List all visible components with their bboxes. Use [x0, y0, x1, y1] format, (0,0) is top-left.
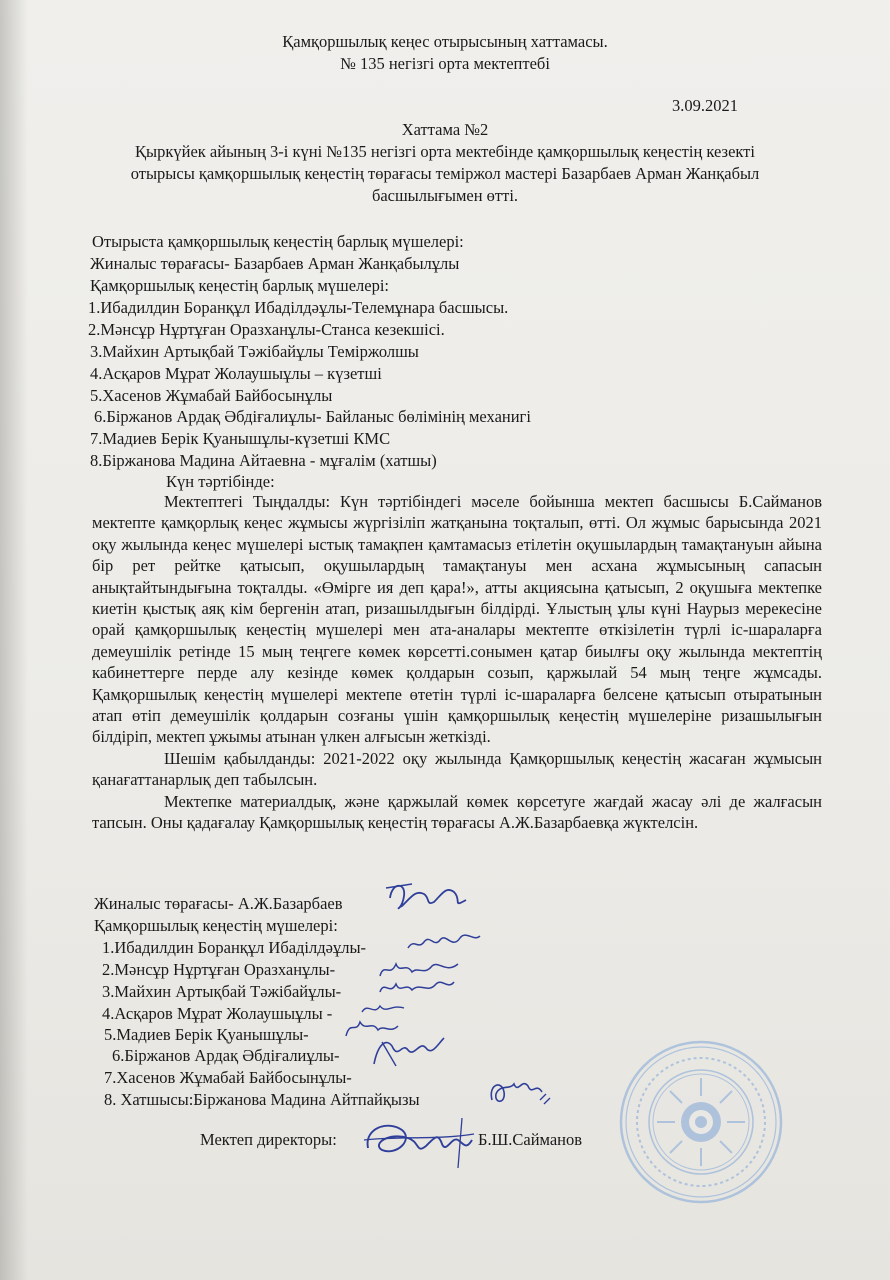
- member-line: 7.Мадиев Берік Қуанышұлы-күзетші КМС: [90, 429, 391, 448]
- member-line: 1.Ибадилдин Боранқұл Ибаділдәұлы-Телемұнара басшысы.: [88, 298, 509, 317]
- protocol-number: Хаттама №2: [401, 120, 489, 139]
- director-name: Б.Ш.Сайманов: [478, 1130, 583, 1149]
- meeting-body: [92, 491, 822, 834]
- signature-member-line: 3.Майхин Артықбай Тәжібайұлы-: [102, 982, 342, 1001]
- signature-members-heading: Қамқоршылық кеңестің мүшелері:: [94, 916, 338, 935]
- heard-paragraph: Мектептегі Тыңдалды: Күн тәртібіндегі мәселе бойынша мектеп басшысы Б.Сайманов мектепте қамқорлық кеңес жұмысы жүргізіліп жатқанына тоқталып, өтті. Ол жұмыс барысында 2021 оқу жылында кеңес мүшелері ыстық тамақпен қамтамасыз етілетін оқушылардың тамақтануын айына бір рет рейтке қатысып, оқушылардың тамақтануы мен асхана жұмысының сапасын анықтайтындығына тоқталды. «Өмірге ия деп қара!», атты акциясына қатысып, 2 оқушыға мектепке киетін қыстық аяқ кім бергенін атап, ризашылдығын білдірді. Ұлыстың ұлы күні Наурыз мерекесіне орай қамқоршылық кеңестің мүшелері мен ата-аналары мектепте өткізілетін түрлі іс-шараларға демеушілік ретінде 15 мың теңгеге көмек көрсетті.сонымен қатар биылғы оқу жылында мектептің кабинеттерге перде алу кезінде көмек қолдарын созып, қаржылай 54 мың теңге жұмсады. Қамқоршылық кеңестің мүшелері мектепе өтетін түрлі іс-шараларға белсене қатысып отыратынын атап өтіп демеушілік қолдарын созғаны үшін қамқоршылық кеңестің мүшелеріне ризашылығын білдіріп, мектеп ұжымы атынан үлкен алғысын жеткізді.: [92, 492, 822, 747]
- member-line: 3.Майхин Артықбай Тәжібайұлы Теміржолшы: [90, 342, 419, 361]
- school-seal: [617, 1038, 785, 1206]
- member-line: 5.Хасенов Жұмабай Байбосынұлы: [90, 386, 333, 405]
- decision-paragraph: Шешім қабылданды: 2021-2022 оқу жылында Қамқоршылық кеңестің жасаған жұмысын қанағаттанарлық деп табылсын.: [92, 748, 822, 790]
- signature-member-line: 4.Асқаров Мұрат Жолаушыұлы -: [102, 1004, 333, 1023]
- director-signature: [358, 1110, 478, 1170]
- director-label: Мектеп директоры:: [200, 1130, 337, 1149]
- protocol-intro-line-1: Қыркүйек айының 3-і күні №135 негізгі орта мектебінде қамқоршылық кеңестің кезекті: [135, 142, 755, 161]
- signature-member-line: 6.Біржанов Ардақ Әбдіғалиұлы-: [112, 1046, 340, 1065]
- member-line: 2.Мәнсұр Нұртұған Оразханұлы-Станса кезекшісі.: [88, 320, 445, 339]
- signature-member-line: 8. Хатшысы:Біржанова Мадина Айтпайқызы: [104, 1090, 420, 1109]
- member-line: 8.Біржанова Мадина Айтаевна - мұғалім (хатшы): [90, 451, 437, 470]
- member-line: 6.Біржанов Ардақ Әбдіғалиұлы- Байланыс бөлімінің механигі: [94, 407, 531, 426]
- signature-member-line: 5.Мадиев Берік Қуанышұлы-: [104, 1025, 309, 1044]
- protocol-intro-line-3: басшылығымен өтті.: [371, 186, 519, 205]
- member-line: 4.Асқаров Мұрат Жолаушыұлы – күзетші: [90, 364, 382, 383]
- assignment-paragraph: Мектепке материалдық, және қаржылай көмек көрсетуге жағдай жасау әлі де жалғасын тапсын. Оны қадағалау Қамқоршылық кеңестің төрағасы А.Ж.Базарбаевқа жүктелсін.: [92, 791, 822, 833]
- chair-signature: [382, 876, 472, 916]
- signature-member-line: 7.Хасенов Жұмабай Байбосынұлы-: [104, 1068, 352, 1087]
- attendance-line: Отырыста қамқоршылық кеңестің барлық мүшелері:: [92, 232, 464, 251]
- members-heading: Қамқоршылық кеңестің барлық мүшелері:: [90, 276, 390, 295]
- agenda-heading: Күн тәртібінде:: [166, 472, 275, 491]
- signature-member-line: 1.Ибадилдин Боранқұл Ибаділдәұлы-: [102, 938, 367, 957]
- document-title: Қамқоршылық кеңес отырысының хаттамасы.: [282, 32, 608, 51]
- member-6-signature: [368, 1030, 448, 1070]
- meeting-chair: Жиналыс төрағасы- Базарбаев Арман Жанқабылұлы: [90, 254, 460, 273]
- secretary-signature: [484, 1070, 554, 1112]
- document-date: 3.09.2021: [672, 96, 738, 115]
- protocol-intro-line-2: отырысы қамқоршылық кеңестің төрағасы теміржол мастері Базарбаев Арман Жанқабыл: [130, 164, 760, 183]
- signature-member-line: 2.Мәнсұр Нұртұған Оразханұлы-: [102, 960, 336, 979]
- signature-chair-line: Жиналыс төрағасы- А.Ж.Базарбаев: [94, 894, 343, 913]
- school-name: № 135 негізгі орта мектептебі: [340, 54, 550, 73]
